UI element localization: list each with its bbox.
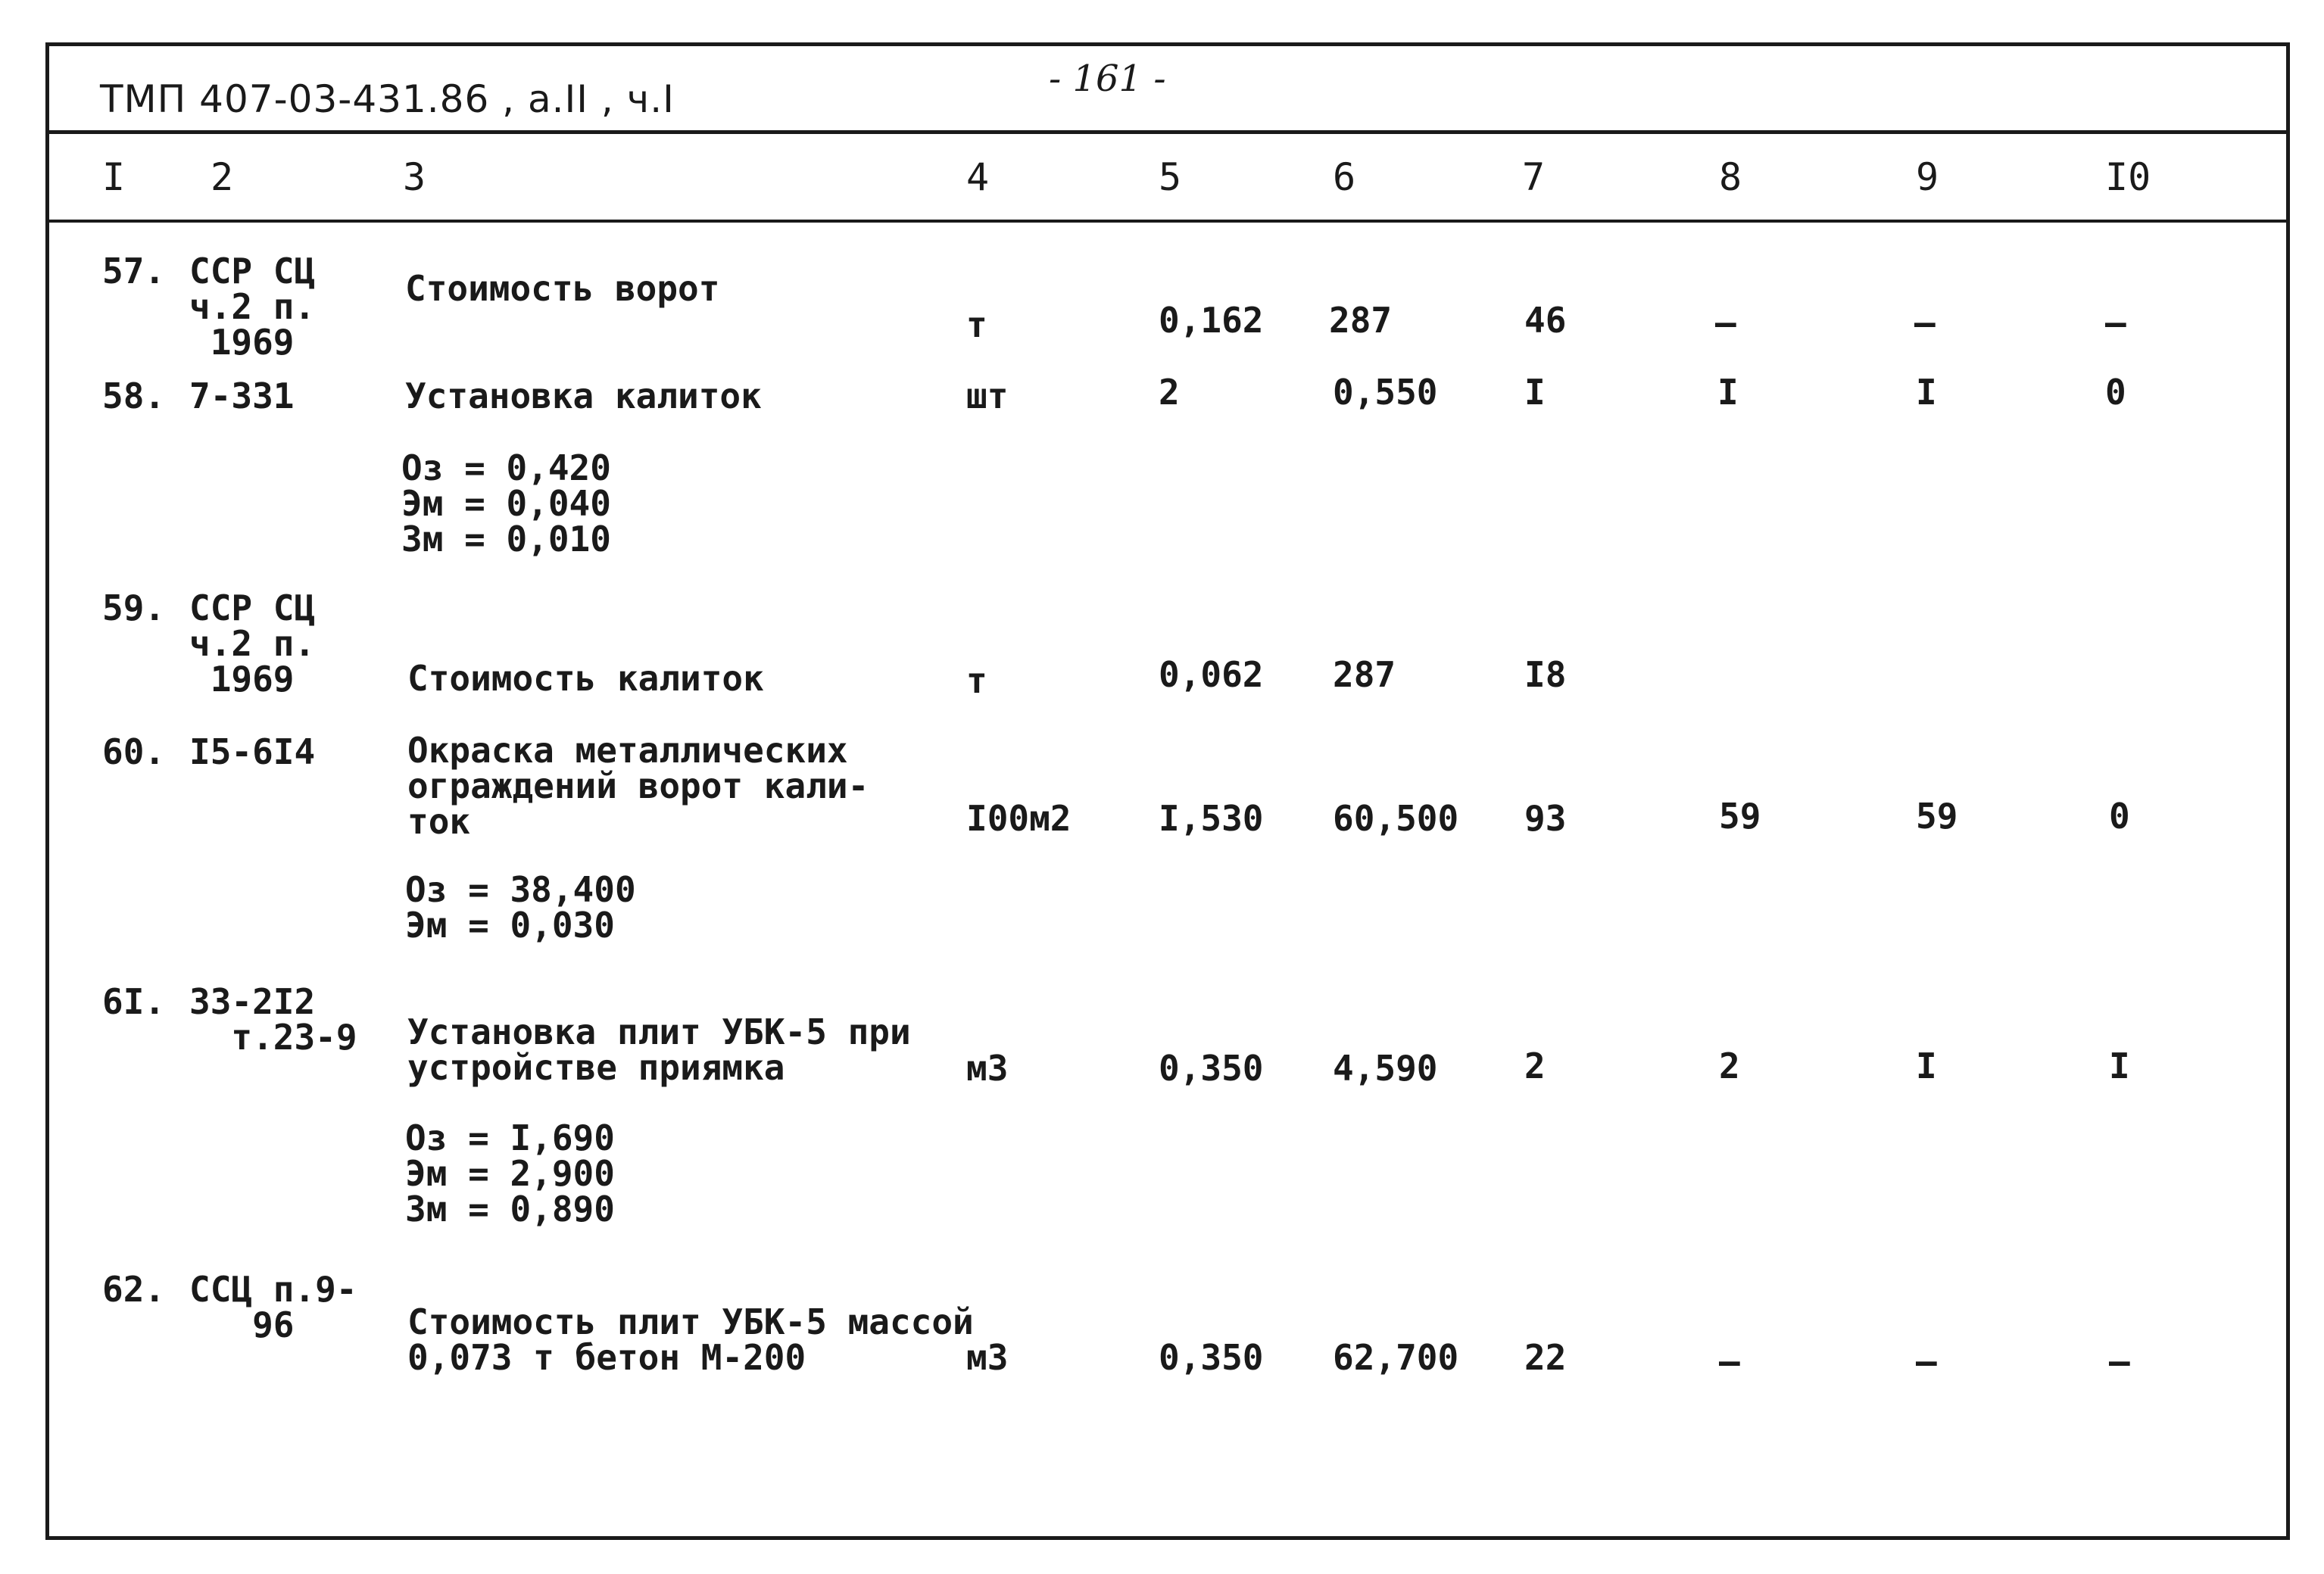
row-unit: т	[966, 304, 987, 345]
row-code: ССР СЦ ч.2 п. 1969	[189, 251, 316, 363]
column-header-2: 2	[211, 155, 234, 199]
column-header-3: 3	[403, 155, 426, 199]
page-number: - 161 -	[1049, 58, 1166, 100]
row-col-7: 46	[1524, 300, 1567, 341]
row-col-9: 59	[1916, 796, 1958, 837]
row-col-5: 0,350	[1159, 1337, 1264, 1378]
column-header-1: I	[102, 155, 126, 199]
row-number: 57.	[102, 251, 166, 291]
row-col-10: –	[2105, 302, 2126, 343]
header-rule	[45, 130, 2290, 134]
document-code: ТМП 407-03-431.86 , а.II , ч.I	[100, 77, 675, 121]
row-name: Стоимость ворот	[405, 268, 720, 309]
row-col-7: I	[1524, 372, 1546, 413]
row-col-8: –	[1719, 1341, 1740, 1382]
row-unit: I00м2	[966, 798, 1072, 839]
row-col-8: 59	[1719, 796, 1761, 837]
row-code: ССР СЦ ч.2 п. 1969	[189, 588, 316, 700]
column-header-rule	[45, 220, 2290, 223]
row-col-7: 2	[1524, 1046, 1546, 1086]
row-col-10: 0	[2105, 372, 2126, 413]
row-number: 58.	[102, 376, 166, 416]
row-col-8: 2	[1719, 1046, 1740, 1086]
row-col-6: 287	[1333, 654, 1396, 695]
row-code: I5-6I4	[189, 731, 316, 772]
row-col-6: 60,500	[1333, 798, 1459, 839]
row-code: ССЦ п.9- 96	[189, 1269, 357, 1345]
row-name: Стоимость плит УБК-5 массой 0,073 т бетон М-200	[407, 1301, 974, 1378]
row-col-7: I8	[1524, 654, 1567, 695]
row-col-6: 62,700	[1333, 1337, 1459, 1378]
row-col-6: 287	[1329, 300, 1393, 341]
page-frame	[45, 42, 2290, 1540]
row-col-5: 2	[1159, 372, 1180, 413]
row-name: Устaновка плит УБК-5 при устройстве приямка	[407, 1011, 911, 1088]
row-col-8: –	[1715, 302, 1736, 343]
row-col-9: I	[1916, 372, 1937, 413]
row-col-5: I,530	[1159, 798, 1264, 839]
column-header-6: 6	[1333, 155, 1356, 199]
column-header-10: I0	[2105, 155, 2151, 199]
row-number: 60.	[102, 731, 166, 772]
row-code: 7-331	[189, 376, 295, 416]
row-number: 6I.	[102, 981, 166, 1022]
row-col-6: 4,590	[1333, 1048, 1438, 1089]
row-name: Установка калиток	[405, 376, 762, 416]
row-unit: м3	[966, 1337, 1009, 1378]
row-col-10: 0	[2109, 796, 2130, 837]
row-details: Оз = 38,400 Эм = 0,030	[405, 869, 636, 946]
row-number: 59.	[102, 588, 166, 628]
column-header-9: 9	[1916, 155, 1939, 199]
row-details: Оз = I,690 Эм = 2,900 Зм = 0,890	[405, 1117, 615, 1230]
row-name: Стоимость калиток	[407, 658, 764, 699]
row-col-7: 93	[1524, 798, 1567, 839]
row-col-8: I	[1717, 372, 1739, 413]
row-col-7: 22	[1524, 1337, 1567, 1378]
row-name: Окраска металлических ограждений ворот кали- ток	[407, 730, 869, 842]
row-col-9: –	[1916, 1341, 1937, 1382]
row-col-9: I	[1916, 1046, 1937, 1086]
row-col-9: –	[1914, 302, 1936, 343]
column-header-4: 4	[966, 155, 990, 199]
row-col-10: I	[2109, 1046, 2130, 1086]
row-details: Оз = 0,420 Эм = 0,040 Зм = 0,010	[401, 447, 611, 559]
row-code: 33-2I2 т.23-9	[189, 981, 357, 1058]
row-unit: т	[966, 660, 987, 701]
column-header-5: 5	[1159, 155, 1182, 199]
row-unit: шт	[966, 376, 1009, 416]
row-col-5: 0,350	[1159, 1048, 1264, 1089]
column-header-7: 7	[1522, 155, 1546, 199]
row-col-6: 0,550	[1333, 372, 1438, 413]
row-col-10: –	[2109, 1341, 2130, 1382]
row-col-5: 0,062	[1159, 654, 1264, 695]
row-unit: м3	[966, 1048, 1009, 1089]
column-header-8: 8	[1719, 155, 1742, 199]
row-number: 62.	[102, 1269, 166, 1310]
row-col-5: 0,162	[1159, 300, 1264, 341]
